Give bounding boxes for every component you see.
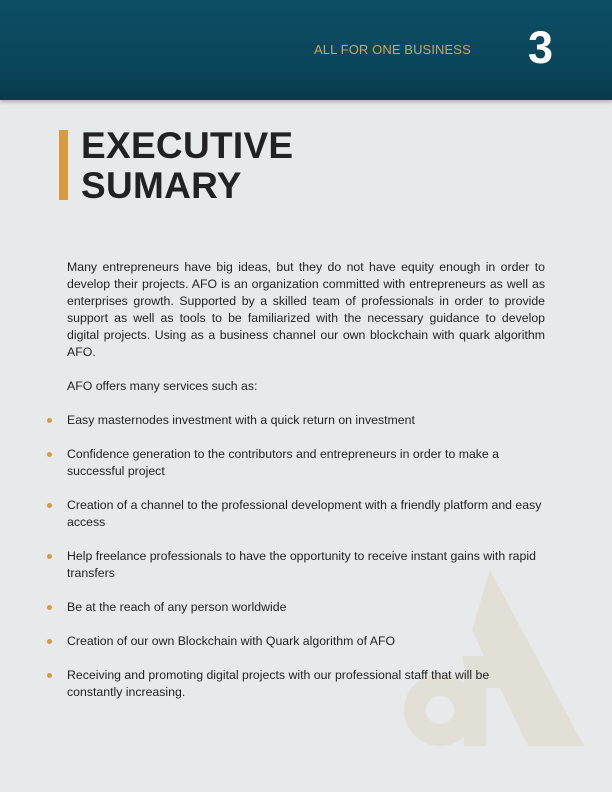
- list-item-text: Confidence generation to the contributors and entrepreneurs in order to make a successful project: [67, 447, 500, 478]
- list-item: [67, 412, 547, 429]
- page-number: 3: [528, 22, 554, 73]
- list-item: [67, 497, 547, 531]
- list-item-text: Be at the reach of any person worldwide: [67, 600, 287, 614]
- section-heading-line-1: EXECUTIVE: [81, 125, 294, 166]
- list-item-text: Help freelance professionals to have the opportunity to receive instant gains with rapid transfers: [67, 549, 536, 580]
- list-item-text: Easy masternodes investment with a quick return on investment: [67, 413, 415, 427]
- list-item-text: Creation of our own Blockchain with Quark algorithm of AFO: [67, 634, 396, 648]
- section-heading-line-2: SUMARY: [81, 165, 242, 206]
- list-item-text: Receiving and promoting digital projects with our professional staff that will be constantly increasing.: [67, 668, 490, 699]
- list-item: [67, 446, 547, 480]
- heading-accent-bar: [59, 130, 68, 200]
- services-intro: AFO offers many services such as:: [67, 379, 258, 393]
- header-title: ALL FOR ONE BUSINESS: [314, 42, 471, 57]
- list-item: [67, 599, 547, 616]
- bullet-dot-icon: [47, 673, 52, 678]
- afo-logo-watermark-icon: [392, 570, 584, 746]
- bullet-dot-icon: [47, 605, 52, 610]
- list-item: [67, 548, 547, 582]
- bullet-dot-icon: [47, 639, 52, 644]
- bullet-dot-icon: [47, 503, 52, 508]
- intro-paragraph: Many entrepreneurs have big ideas, but they do not have equity enough in order to develop their projects. AFO is an organization committed with entrepreneurs as well as enterprises growth. Supported by a skilled team of professionals in order to provide support as well as tools to be familiarized with the necessary guidance to develop digital projects. Using as a business channel our own blockchain with quark algorithm AFO.: [67, 260, 545, 359]
- section-heading: [81, 126, 293, 206]
- page-header: [0, 0, 612, 100]
- list-item: [67, 633, 547, 650]
- bullet-dot-icon: [47, 452, 52, 457]
- list-item-text: Creation of a channel to the professional development with a friendly platform and easy access: [67, 498, 542, 529]
- bullet-dot-icon: [47, 418, 52, 423]
- bullet-dot-icon: [47, 554, 52, 559]
- list-item: [67, 667, 547, 701]
